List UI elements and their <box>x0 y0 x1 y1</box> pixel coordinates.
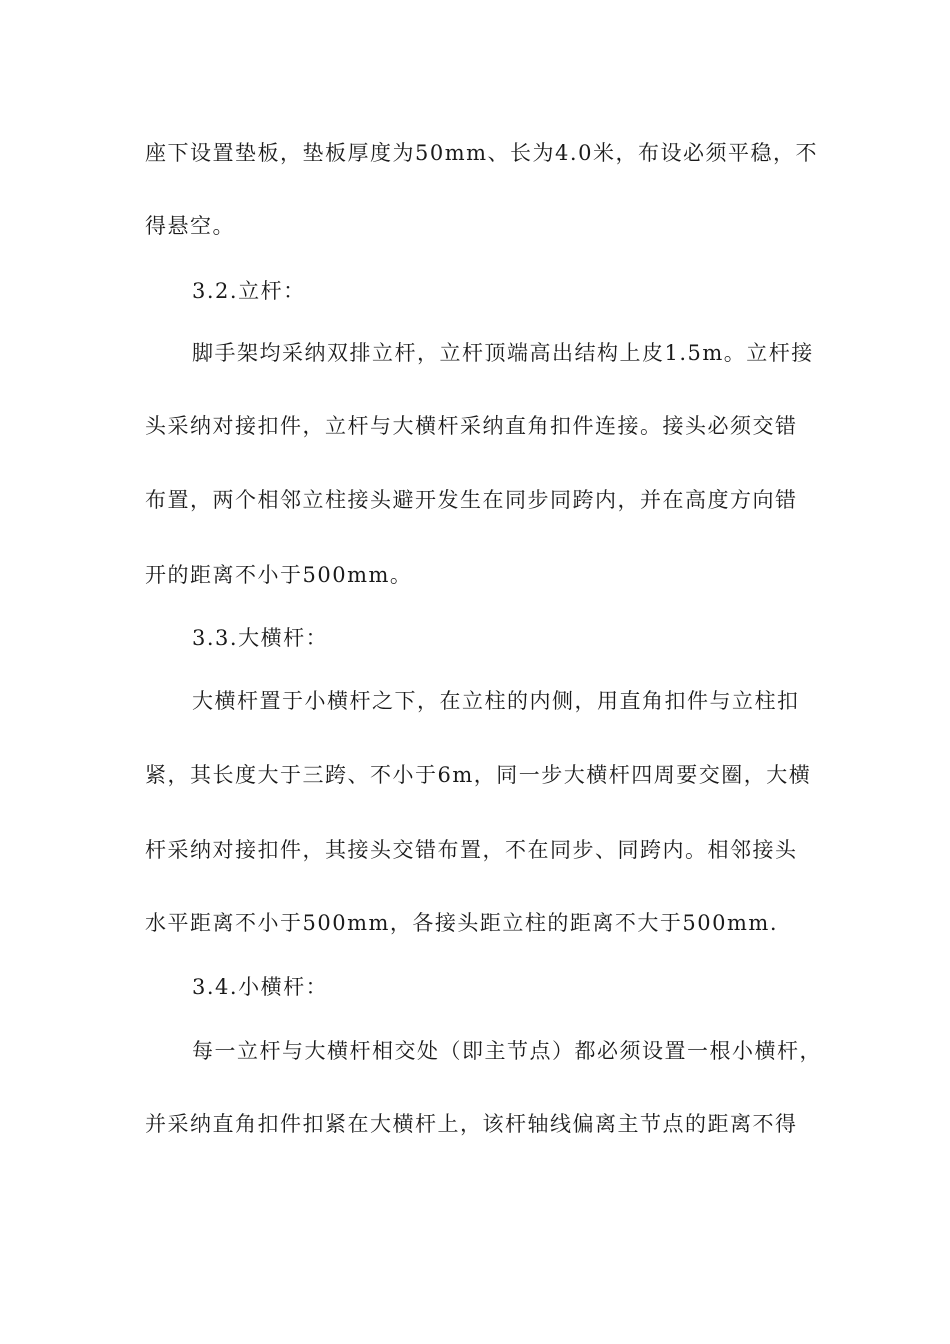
paragraph-line: 脚手架均采纳双排立杆，立杆顶端高出结构上皮1.5m。立杆接 <box>192 341 814 365</box>
paragraph-line: 头采纳对接扣件，立杆与大横杆采纳直角扣件连接。接头必须交错 <box>145 414 798 438</box>
paragraph-line: 杆采纳对接扣件，其接头交错布置，不在同步、同跨内。相邻接头 <box>145 838 798 862</box>
paragraph-line: 每一立杆与大横杆相交处（即主节点）都必须设置一根小横杆， <box>192 1039 822 1063</box>
paragraph-line: 大横杆置于小横杆之下，在立柱的内侧，用直角扣件与立柱扣 <box>192 689 800 713</box>
section-heading: 3.3.大横杆： <box>192 626 329 650</box>
paragraph-line: 紧，其长度大于三跨、不小于6m，同一步大横杆四周要交圈，大横 <box>145 763 812 787</box>
paragraph-line: 得悬空。 <box>145 214 235 238</box>
paragraph-line: 开的距离不小于500mm。 <box>145 563 413 587</box>
section-heading: 3.4.小横杆： <box>192 975 329 999</box>
section-heading: 3.2.立杆： <box>192 279 306 303</box>
paragraph-line: 座下设置垫板，垫板厚度为50mm、长为4.0米，布设必须平稳，不 <box>145 141 818 165</box>
paragraph-line: 水平距离不小于500mm，各接头距立柱的距离不大于500mm. <box>145 911 778 935</box>
paragraph-line: 布置，两个相邻立柱接头避开发生在同步同跨内，并在高度方向错 <box>145 488 798 512</box>
paragraph-line: 并采纳直角扣件扣紧在大横杆上，该杆轴线偏离主节点的距离不得 <box>145 1112 798 1136</box>
